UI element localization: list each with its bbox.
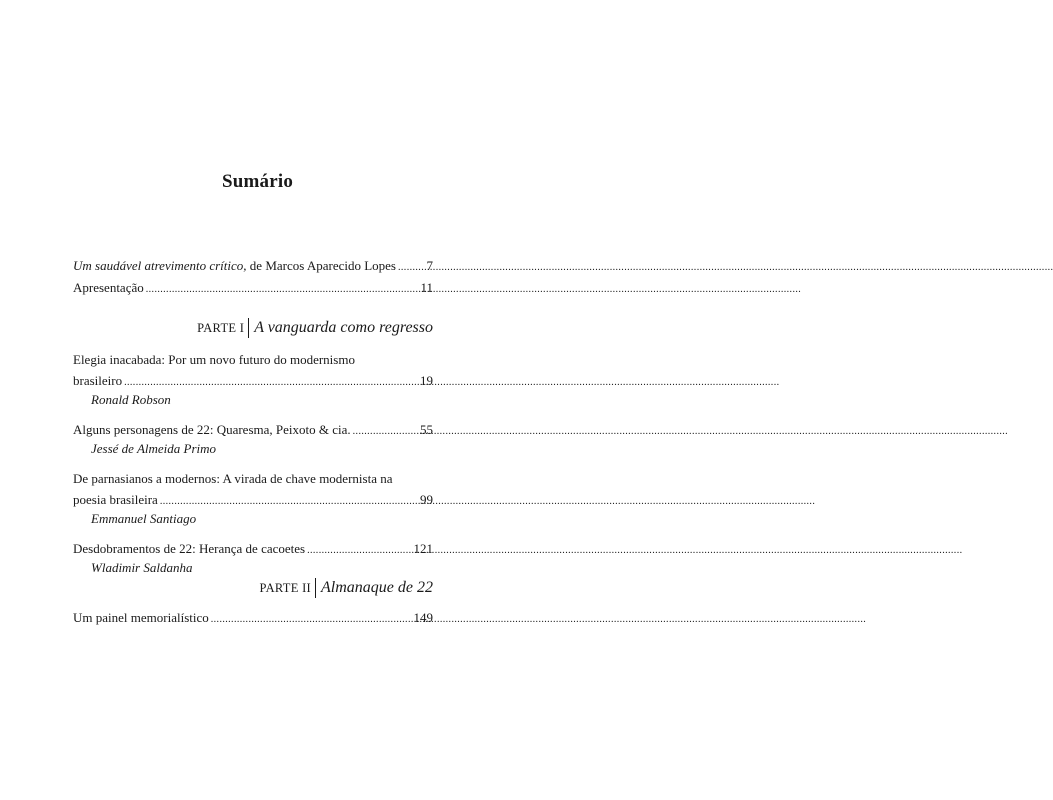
part-divider-bar	[248, 318, 249, 338]
toc-page-number: 7	[426, 258, 433, 273]
part-two-label: PARTE II	[259, 580, 312, 595]
toc-page-number: 19	[420, 373, 433, 388]
leader-dots	[398, 260, 424, 276]
toc-entry-text	[73, 258, 396, 274]
page-title: Sumário	[221, 171, 294, 192]
toc-entry-text: Um painel memorialístico	[73, 610, 209, 625]
toc-entry-author: Ronald Robson	[91, 392, 171, 407]
part-one-heading	[73, 318, 433, 338]
leader-dots	[211, 612, 411, 628]
toc-entry-line1: De parnasianos a modernos: A virada de chave modernista na	[73, 471, 393, 486]
leader-dots	[307, 543, 410, 559]
toc-entry-author: Emmanuel Santiago	[91, 511, 197, 526]
toc-page-number: 121	[413, 541, 433, 556]
book-page	[0, 0, 515, 800]
toc-entry-text: Apresentação	[73, 280, 144, 295]
toc-entry-painel[interactable]	[73, 610, 433, 626]
toc-page-number: 149	[413, 610, 433, 625]
toc-entry-line2	[73, 492, 433, 508]
toc-entry-apresentacao[interactable]	[73, 280, 433, 296]
toc-entry-rest: de Marcos Aparecido Lopes	[246, 258, 396, 273]
front-matter-list	[73, 258, 433, 296]
leader-dots	[146, 282, 418, 298]
toc-entry-author: Wladimir Saldanha	[91, 560, 193, 575]
toc-entry-author: Jessé de Almeida Primo	[91, 441, 217, 456]
leader-dots	[124, 375, 417, 391]
toc-entry-text: brasileiro	[73, 373, 123, 388]
part-divider-bar	[315, 578, 316, 598]
toc-entry-parnasianos[interactable]	[73, 471, 433, 527]
toc-entry-desdobramentos[interactable]	[73, 541, 433, 576]
toc-entry-text: poesia brasileira	[73, 492, 158, 507]
part-two-title: Almanaque de 22	[321, 579, 433, 596]
toc-entry-line2	[73, 373, 433, 389]
leader-dots	[160, 494, 417, 510]
toc-page-number: 55	[420, 422, 433, 437]
part-one-list	[73, 352, 433, 576]
part-two-heading	[73, 578, 433, 598]
toc-entry-italic-title: Um saudável atrevimento crítico,	[73, 258, 247, 273]
toc-page-number: 11	[420, 280, 433, 295]
part-two-list	[73, 610, 433, 626]
toc-entry-personagens[interactable]	[73, 422, 433, 457]
toc-entry-preface[interactable]	[73, 258, 433, 274]
toc-entry-text: Alguns personagens de 22: Quaresma, Peixoto & cia.	[73, 422, 351, 437]
toc-entry-elegia[interactable]	[73, 352, 433, 408]
toc-entry-text: Desdobramentos de 22: Herança de cacoetes	[73, 541, 306, 556]
part-one-label: PARTE I	[197, 320, 245, 335]
toc-entry-line	[73, 541, 433, 557]
leader-dots	[353, 424, 417, 440]
part-one-title: A vanguarda como regresso	[254, 319, 433, 336]
toc-page-number: 99	[420, 492, 433, 507]
toc-entry-line	[73, 422, 433, 438]
toc-entry-line1: Elegia inacabada: Por um novo futuro do modernismo	[73, 352, 355, 367]
